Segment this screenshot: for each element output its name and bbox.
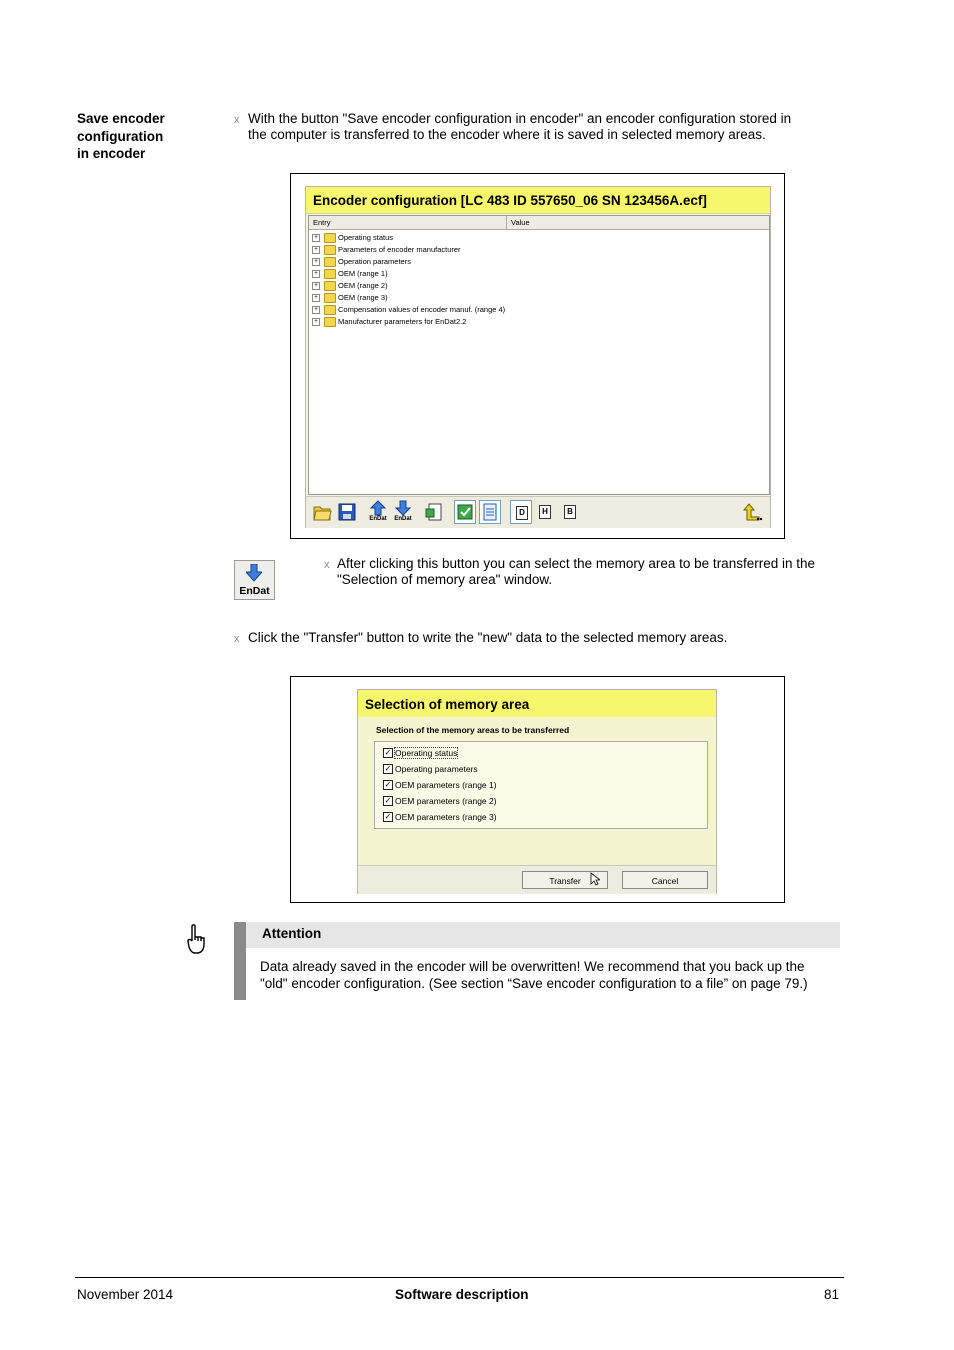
paragraph-2 bbox=[337, 556, 847, 588]
edit-document-button[interactable] bbox=[454, 500, 476, 524]
expand-icon[interactable]: + bbox=[313, 306, 319, 313]
arrow-down-icon bbox=[392, 500, 414, 516]
attention-line1: Data already saved in the encoder will be overwritten! We recommend that you back up the bbox=[260, 959, 805, 974]
column-entry[interactable]: Entry bbox=[313, 218, 331, 227]
decimal-view-button[interactable] bbox=[510, 500, 532, 524]
attention-heading: Attention bbox=[262, 926, 322, 941]
expand-icon[interactable]: + bbox=[313, 258, 319, 265]
folder-icon bbox=[324, 317, 336, 327]
section-heading-line1: Save encoder bbox=[77, 111, 165, 126]
checkbox-checked-icon[interactable]: ✓ bbox=[384, 796, 392, 805]
open-folder-icon bbox=[311, 500, 333, 524]
column-separator[interactable] bbox=[506, 216, 507, 229]
paragraph-1-line1: With the button "Save encoder configuration in encoder" an encoder configuration stored in bbox=[248, 111, 792, 126]
folder-icon bbox=[324, 305, 336, 315]
section-heading bbox=[77, 110, 227, 163]
expand-icon[interactable]: + bbox=[313, 318, 319, 325]
dialog-footer bbox=[358, 865, 716, 894]
section-heading-line2: configuration bbox=[77, 128, 164, 144]
mouse-cursor-icon bbox=[590, 872, 600, 886]
endat-label-write: EnDat bbox=[394, 516, 412, 522]
checkbox-checked-icon[interactable]: ✓ bbox=[384, 764, 392, 773]
paragraph-2-line2: "Selection of memory area" window. bbox=[337, 572, 553, 587]
expand-icon[interactable]: + bbox=[313, 270, 319, 277]
hex-view-button[interactable] bbox=[534, 500, 556, 524]
transfer-button[interactable]: Transfer bbox=[522, 871, 608, 889]
window-toolbar bbox=[306, 496, 770, 528]
folder-icon bbox=[324, 233, 336, 243]
window-title: Encoder configuration [LC 483 ID 557650_06 SN 123456A.ecf] bbox=[313, 193, 707, 208]
attention-bar bbox=[234, 922, 246, 1000]
folder-icon bbox=[324, 257, 336, 267]
tree-header bbox=[309, 216, 769, 230]
attention-line2: "old" encoder configuration. (See section “Save encoder configuration to a file” on page 79.) bbox=[260, 976, 808, 991]
footer-date: November 2014 bbox=[77, 1287, 174, 1302]
expand-icon[interactable]: + bbox=[313, 282, 319, 289]
expand-icon[interactable]: + bbox=[313, 246, 319, 253]
letter-d-icon: D bbox=[516, 506, 528, 520]
letter-b-icon: B bbox=[564, 505, 576, 519]
page-number: 81 bbox=[824, 1287, 840, 1302]
expand-icon[interactable]: + bbox=[313, 294, 319, 301]
paragraph-1 bbox=[248, 111, 848, 143]
configuration-tree: Entry Value + Operating status + Parameters of encoder manufacturer + Operation parameters + OEM (range 1) + OEM (range 2) + OEM (range 3) + Compensation values of encoder manuf. (range 4) + Manufacturer parameters for EnDat2.2 bbox=[308, 215, 770, 495]
paragraph-3: Click the "Transfer" button to write the "new" data to the selected memory areas. bbox=[248, 630, 728, 645]
paragraph-2-line1: After clicking this button you can select the memory area to be transferred in the bbox=[337, 556, 815, 571]
bullet-3: x bbox=[234, 633, 240, 645]
save-to-encoder-button[interactable] bbox=[392, 500, 414, 524]
dialog-title-bar bbox=[358, 690, 716, 717]
endat-label-read: EnDat bbox=[369, 516, 387, 522]
footer-rule bbox=[75, 1277, 844, 1278]
bullet-1: x bbox=[234, 114, 240, 126]
checkbox-checked-icon[interactable]: ✓ bbox=[384, 748, 392, 757]
dialog-title: Selection of memory area bbox=[365, 697, 530, 712]
attention-body bbox=[260, 958, 840, 992]
checkbox-checked-icon[interactable]: ✓ bbox=[384, 812, 392, 821]
add-document-button[interactable] bbox=[423, 500, 445, 524]
folder-icon bbox=[324, 293, 336, 303]
dialog-subtitle: Selection of the memory areas to be transferred bbox=[376, 725, 570, 735]
add-document-icon bbox=[423, 500, 445, 524]
folder-icon bbox=[324, 269, 336, 279]
checkbox-checked-icon[interactable]: ✓ bbox=[384, 780, 392, 789]
read-from-encoder-button[interactable] bbox=[367, 500, 389, 524]
attention-header bbox=[246, 922, 840, 948]
edit-document-icon bbox=[455, 501, 475, 523]
binary-view-button[interactable] bbox=[559, 500, 581, 524]
window-title-bar bbox=[306, 187, 770, 214]
floppy-disk-icon bbox=[336, 500, 358, 524]
bullet-2: x bbox=[324, 559, 330, 571]
save-button[interactable] bbox=[336, 500, 358, 524]
arrow-up-icon bbox=[367, 500, 389, 516]
selection-of-memory-area-dialog bbox=[357, 689, 717, 894]
pointing-hand-icon bbox=[186, 924, 210, 956]
column-value[interactable]: Value bbox=[511, 218, 530, 227]
section-heading-line3: in encoder bbox=[77, 146, 146, 161]
arrow-down-icon bbox=[246, 564, 262, 582]
encoder-configuration-window bbox=[305, 186, 771, 528]
letter-h-icon: H bbox=[539, 505, 551, 519]
folder-icon bbox=[324, 245, 336, 255]
folder-icon bbox=[324, 281, 336, 291]
expand-icon[interactable]: + bbox=[313, 234, 319, 241]
footer-section: Software description bbox=[395, 1287, 529, 1302]
document-icon bbox=[480, 501, 500, 523]
exit-button[interactable] bbox=[741, 500, 763, 524]
cancel-button[interactable]: Cancel bbox=[622, 871, 708, 889]
exit-arrow-icon bbox=[741, 500, 763, 524]
save-to-encoder-icon bbox=[234, 560, 275, 600]
open-folder-button[interactable] bbox=[311, 500, 333, 524]
memory-area-list: ✓ Operating status ✓ Operating parameters ✓ OEM parameters (range 1) ✓ OEM parameters (range 2) ✓ OEM parameters (range 3) bbox=[374, 741, 708, 829]
endat-icon-label: EnDat bbox=[239, 585, 270, 597]
document-view-button[interactable] bbox=[479, 500, 501, 524]
paragraph-1-line2: the computer is transferred to the encoder where it is saved in selected memory areas. bbox=[248, 127, 766, 142]
